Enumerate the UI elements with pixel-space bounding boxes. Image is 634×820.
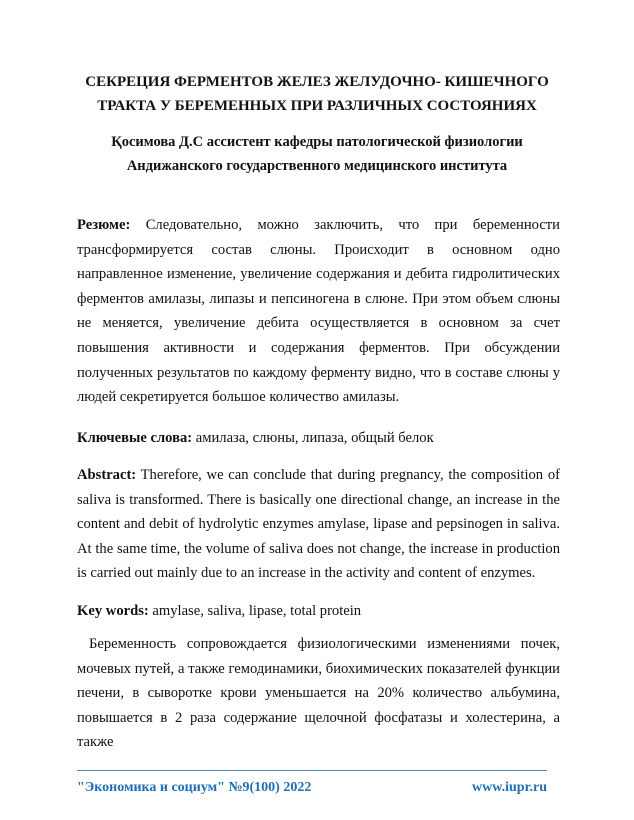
title-line-1: СЕКРЕЦИЯ ФЕРМЕНТОВ ЖЕЛЕЗ ЖЕЛУДОЧНО- КИШЕЧНОГО [85,74,549,90]
abstract-label: Abstract: [77,467,137,483]
keywords-ru-paragraph [77,426,560,451]
resume-label: Резюме: [77,217,131,233]
author-line-2: Андижанского государственного медицинского института [126,158,508,174]
footer-website[interactable]: www.iupr.ru [472,780,547,795]
keywords-en-label: Key words: [77,603,149,619]
keywords-ru-text: амилаза, слюны, липаза, общый белок [192,430,434,446]
footer-rule [77,770,547,771]
footer-journal: "Экономика и социум" №9(100) 2022 [77,780,312,795]
keywords-en-text: amylase, saliva, lipase, total protein [148,603,362,619]
abstract-text: Therefore, we can conclude that during pregnancy, the composition of saliva is transformed. There is basically one directional change, an increase in the content and debit of hydrolytic enzymes amylase, lipase and pepsinogen in saliva. At the same time, the volume of saliva does not change, the increase in production is carried out mainly due to an increase in the activity and content of enzymes. [77,467,560,582]
author-affiliation [60,130,574,178]
body-paragraph: Беременность сопровождается физиологическими изменениями почек, мочевых путей, а также гемодинамики, биохимических показателей функции печени, в сыворотке крови уменьшается на 20% количество альбумина, повышается в 2 раза содержание щелочной фосфатазы и холестерина, а также [77,636,560,751]
resume-paragraph [77,213,560,410]
keywords-en-paragraph [77,599,560,624]
keywords-ru-label: Ключевые слова: [77,430,193,446]
abstract-paragraph [77,463,560,586]
article-title [60,70,574,118]
title-line-2: ТРАКТА У БЕРЕМЕННЫХ ПРИ РАЗЛИЧНЫХ СОСТОЯНИЯХ [97,98,537,114]
author-line-1: Қосимова Д.С ассистент кафедры патологической физиологии [111,134,523,150]
resume-text: Следовательно, можно заключить, что при беременности трансформируется состав слюны. Происходит в основном одно направленное изменение, увеличение содержания и дебита гидролитических ферментов амилазы, липазы и пепсиногена в слюне. При этом объем слюны не меняется, увеличение дебита осуществляется в основном за счет повышения активности и содержания ферментов. При обсуждении полученных результатов по каждому ферменту видно, что в составе слюны у людей секретируется большое количество амилазы. [77,217,560,406]
